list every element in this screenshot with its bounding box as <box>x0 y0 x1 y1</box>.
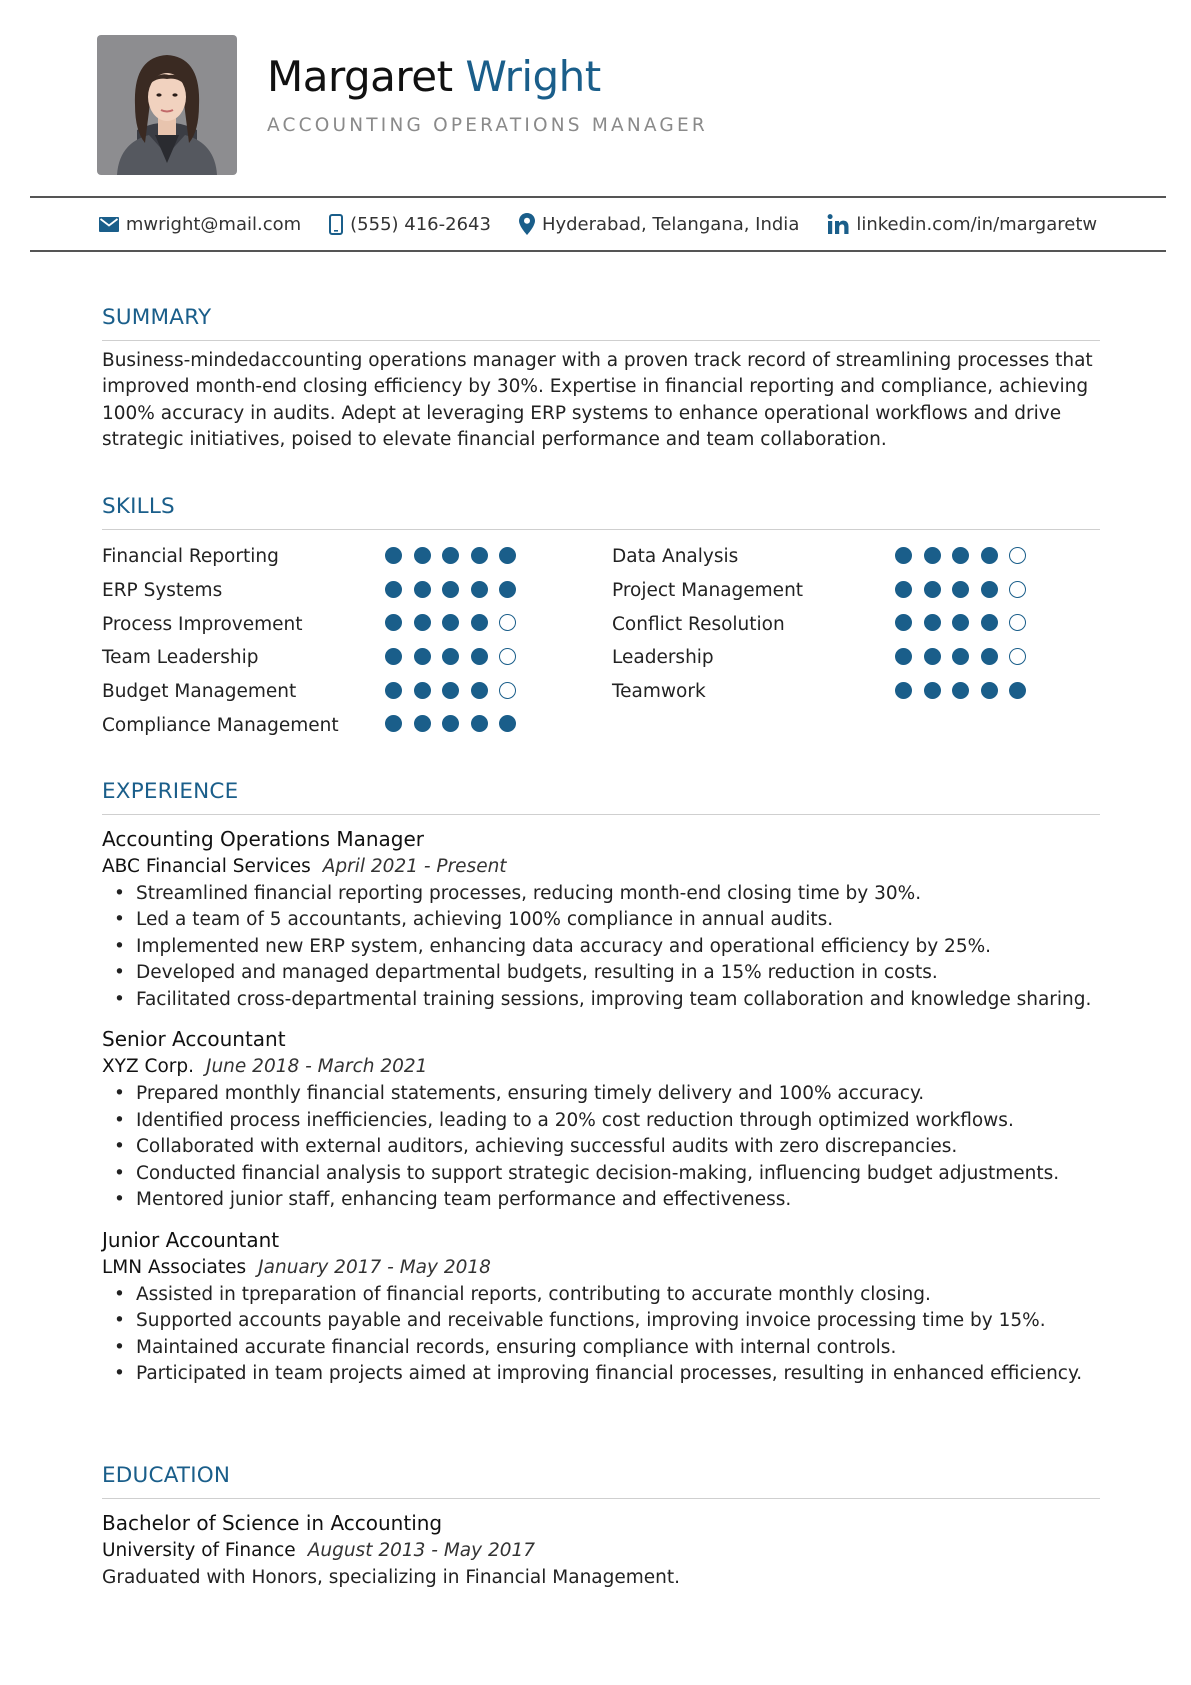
skill-name: Project Management <box>612 579 804 601</box>
rating-dot-filled <box>385 581 402 598</box>
rating-dot-empty <box>1009 581 1026 598</box>
education-heading: EDUCATION <box>102 1463 231 1488</box>
rating-dot-filled <box>471 682 488 699</box>
job-bullet: • Collaborated with external auditors, achieving successful audits with zero discrepancies. <box>102 1134 1100 1161</box>
rating-dot-filled <box>471 547 488 564</box>
rating-dot-filled <box>981 581 998 598</box>
rating-dot-filled <box>924 648 941 665</box>
job-bullet: • Streamlined financial reporting processes, reducing month-end closing time by 30%. <box>102 881 1100 908</box>
job-dates: June 2018 - March 2021 <box>206 1056 428 1078</box>
skill-row <box>102 641 582 675</box>
linkedin-icon <box>827 214 849 234</box>
job-meta <box>102 853 1100 881</box>
skill-name: ERP Systems <box>102 579 223 601</box>
rating-dot-filled <box>924 682 941 699</box>
rating-dot-filled <box>414 648 431 665</box>
skill-name: Team Leadership <box>102 647 259 669</box>
job-bullets <box>102 1081 1100 1214</box>
job-bullet: • Mentored junior staff, enhancing team performance and effectiveness. <box>102 1187 1100 1214</box>
contact-location <box>519 213 799 235</box>
education-section <box>102 1463 1100 1591</box>
job-position: Accounting Operations Manager <box>102 826 425 851</box>
rating-dot-empty <box>499 648 516 665</box>
rating-dot-filled <box>952 682 969 699</box>
contact-phone[interactable] <box>329 214 491 235</box>
job-dates: April 2021 - Present <box>322 855 507 877</box>
email-text: mwright@mail.com <box>125 213 302 235</box>
skill-rating <box>895 682 1026 699</box>
experience-heading: EXPERIENCE <box>102 779 239 804</box>
skill-rating <box>895 648 1026 665</box>
skill-name: Data Analysis <box>612 546 739 568</box>
contact-bar <box>30 196 1166 252</box>
skill-row <box>612 607 1092 641</box>
rating-dot-filled <box>981 648 998 665</box>
rating-dot-filled <box>924 581 941 598</box>
rating-dot-filled <box>471 614 488 631</box>
job-bullet: • Participated in team projects aimed at improving financial processes, resulting in enhanced efficiency. <box>102 1361 1100 1388</box>
skill-row <box>102 708 582 742</box>
skill-rating <box>895 614 1026 631</box>
job-bullet: • Assisted in tpreparation of financial reports, contributing to accurate monthly closing. <box>102 1282 1100 1309</box>
skill-rating <box>385 715 516 732</box>
summary-text <box>102 348 1100 454</box>
skill-name: Budget Management <box>102 680 297 702</box>
experience-section <box>102 779 1100 1388</box>
rating-dot-filled <box>385 682 402 699</box>
job-entry <box>102 1025 1100 1214</box>
job-dates: January 2017 - May 2018 <box>258 1256 491 1278</box>
job-title-heading: ACCOUNTING OPERATIONS MANAGER <box>267 115 708 136</box>
rating-dot-filled <box>895 581 912 598</box>
job-bullet: • Led a team of 5 accountants, achieving 100% compliance in annual audits. <box>102 907 1100 934</box>
rating-dot-filled <box>952 648 969 665</box>
job-entry <box>102 1226 1100 1388</box>
rating-dot-empty <box>1009 648 1026 665</box>
rating-dot-filled <box>895 648 912 665</box>
skill-name: Teamwork <box>612 680 706 702</box>
education-entry <box>102 1509 1100 1592</box>
education-meta <box>102 1537 1100 1565</box>
section-divider <box>102 529 1100 530</box>
skill-row <box>612 675 1092 709</box>
rating-dot-filled <box>385 547 402 564</box>
job-meta <box>102 1053 1100 1081</box>
summary-section <box>102 305 1100 454</box>
rating-dot-filled <box>952 547 969 564</box>
profile-photo <box>97 35 237 175</box>
skills-left-column <box>102 540 582 742</box>
job-position: Senior Accountant <box>102 1027 286 1052</box>
job-company: LMN Associates <box>102 1256 247 1278</box>
rating-dot-filled <box>952 614 969 631</box>
job-bullet: • Developed and managed departmental budgets, resulting in a 15% reduction in costs. <box>102 960 1100 987</box>
rating-dot-filled <box>414 682 431 699</box>
rating-dot-filled <box>442 715 459 732</box>
rating-dot-filled <box>499 547 516 564</box>
school: University of Finance <box>102 1539 296 1561</box>
rating-dot-filled <box>442 547 459 564</box>
mobile-phone-icon <box>329 214 343 235</box>
phone-text: (555) 416-2643 <box>350 213 491 235</box>
job-bullet: • Maintained accurate financial records, ensuring compliance with internal controls. <box>102 1335 1100 1362</box>
education-dates: August 2013 - May 2017 <box>307 1539 536 1561</box>
location-text: Hyderabad, Telangana, India <box>541 213 800 235</box>
summary-heading: SUMMARY <box>102 305 212 330</box>
candidate-name <box>267 52 601 102</box>
rating-dot-filled <box>981 682 998 699</box>
rating-dot-filled <box>414 581 431 598</box>
rating-dot-filled <box>442 581 459 598</box>
skill-row <box>102 540 582 574</box>
rating-dot-filled <box>471 715 488 732</box>
rating-dot-empty <box>1009 547 1026 564</box>
job-bullet: • Prepared monthly financial statements, ensuring timely delivery and 100% accuracy. <box>102 1081 1100 1108</box>
summary-line: strategic initiatives, poised to elevate financial performance and team collaboration. <box>102 429 887 451</box>
rating-dot-filled <box>414 614 431 631</box>
skill-row <box>612 540 1092 574</box>
job-position: Junior Accountant <box>102 1227 280 1252</box>
rating-dot-filled <box>442 648 459 665</box>
first-name: Margaret <box>267 52 453 101</box>
skill-rating <box>385 648 516 665</box>
resume-header <box>97 35 1097 175</box>
skill-name: Leadership <box>612 647 714 669</box>
summary-line: Business-mindedaccounting operations manager with a proven track record of streamlining processes that <box>102 349 1093 371</box>
skill-rating <box>385 682 516 699</box>
rating-dot-filled <box>471 581 488 598</box>
job-entry <box>102 825 1100 1014</box>
rating-dot-empty <box>1009 614 1026 631</box>
rating-dot-filled <box>924 547 941 564</box>
job-bullet: • Supported accounts payable and receivable functions, improving invoice processing time by 15%. <box>102 1308 1100 1335</box>
skill-rating <box>385 547 516 564</box>
rating-dot-filled <box>499 581 516 598</box>
job-bullets <box>102 881 1100 1014</box>
rating-dot-empty <box>499 614 516 631</box>
rating-dot-filled <box>981 547 998 564</box>
skill-rating <box>385 581 516 598</box>
rating-dot-filled <box>952 581 969 598</box>
skill-row <box>102 607 582 641</box>
summary-line: improved month-end closing efficiency by 30%. Expertise in financial reporting and compliance, achieving <box>102 376 1089 398</box>
education-note: Graduated with Honors, specializing in Financial Management. <box>102 1566 681 1588</box>
contact-email[interactable] <box>99 214 301 235</box>
skill-rating <box>385 614 516 631</box>
skill-row <box>102 574 582 608</box>
job-meta <box>102 1254 1100 1282</box>
summary-line: 100% accuracy in audits. Adept at leveraging ERP systems to enhance operational workflows and drive <box>102 402 1062 424</box>
rating-dot-filled <box>442 682 459 699</box>
skills-heading: SKILLS <box>102 494 175 519</box>
rating-dot-filled <box>385 614 402 631</box>
contact-linkedin[interactable] <box>827 214 1097 235</box>
rating-dot-filled <box>499 715 516 732</box>
job-bullet: • Implemented new ERP system, enhancing data accuracy and operational efficiency by 25%. <box>102 934 1100 961</box>
last-name: Wright <box>465 52 601 101</box>
skill-name: Compliance Management <box>102 714 339 736</box>
job-bullet: • Identified process inefficiencies, leading to a 20% cost reduction through optimized workflows. <box>102 1108 1100 1135</box>
rating-dot-filled <box>414 715 431 732</box>
rating-dot-empty <box>499 682 516 699</box>
skill-rating <box>895 547 1026 564</box>
section-divider <box>102 1498 1100 1499</box>
skill-row <box>102 675 582 709</box>
job-bullets <box>102 1282 1100 1388</box>
rating-dot-filled <box>981 614 998 631</box>
skill-row <box>612 574 1092 608</box>
skills-grid <box>102 540 1100 750</box>
skill-name: Financial Reporting <box>102 546 279 568</box>
skill-name: Process Improvement <box>102 613 303 635</box>
linkedin-text: linkedin.com/in/margaretw <box>856 213 1098 235</box>
skill-row <box>612 641 1092 675</box>
rating-dot-filled <box>895 547 912 564</box>
degree: Bachelor of Science in Accounting <box>102 1510 443 1535</box>
rating-dot-filled <box>895 614 912 631</box>
rating-dot-filled <box>442 614 459 631</box>
rating-dot-filled <box>1009 682 1026 699</box>
job-company: XYZ Corp. <box>102 1056 194 1078</box>
envelope-icon <box>99 217 119 232</box>
section-divider <box>102 340 1100 341</box>
job-company: ABC Financial Services <box>102 855 311 877</box>
rating-dot-filled <box>895 682 912 699</box>
skills-section <box>102 494 1100 750</box>
job-bullet: • Conducted financial analysis to support strategic decision-making, influencing budget adjustments. <box>102 1161 1100 1188</box>
rating-dot-filled <box>924 614 941 631</box>
section-divider <box>102 814 1100 815</box>
skill-name: Conflict Resolution <box>612 613 785 635</box>
rating-dot-filled <box>385 715 402 732</box>
avatar-illustration <box>97 35 237 175</box>
job-bullet: • Facilitated cross-departmental training sessions, improving team collaboration and knowledge sharing. <box>102 987 1100 1014</box>
rating-dot-filled <box>471 648 488 665</box>
map-pin-icon <box>519 213 535 235</box>
rating-dot-filled <box>385 648 402 665</box>
rating-dot-filled <box>414 547 431 564</box>
skill-rating <box>895 581 1026 598</box>
skills-right-column <box>612 540 1092 708</box>
